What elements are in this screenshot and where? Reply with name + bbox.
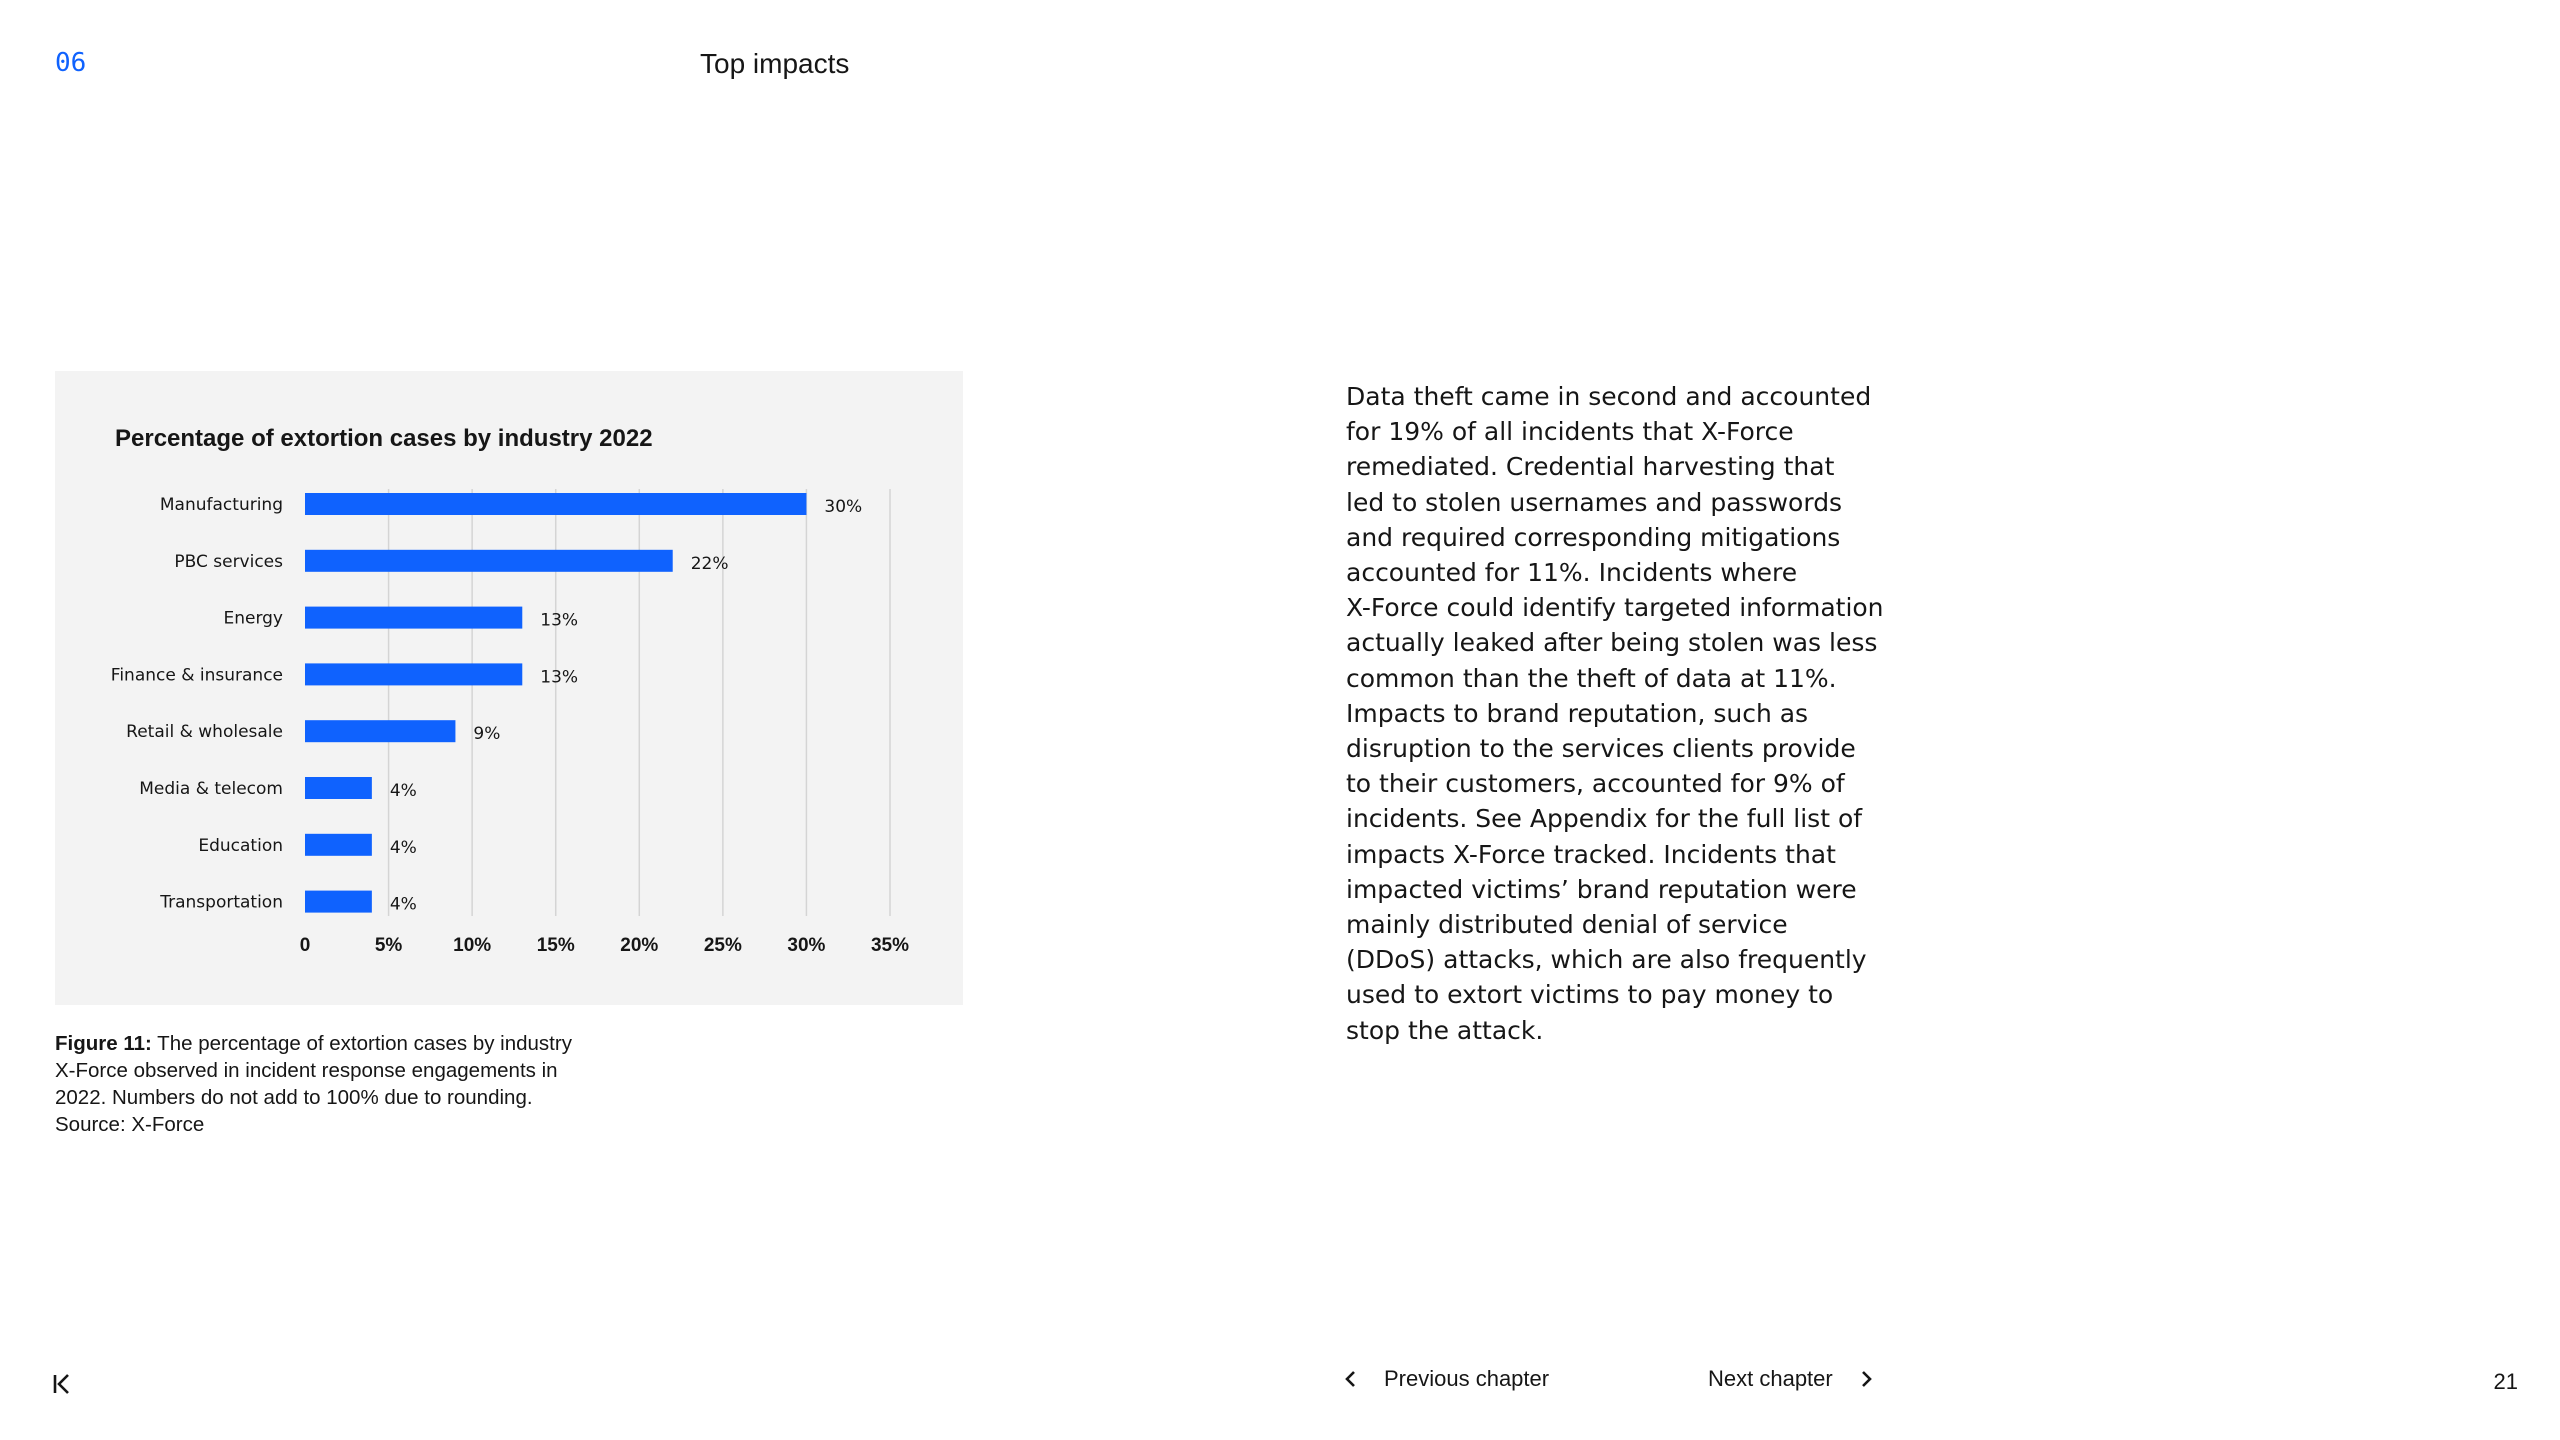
figure-caption [55, 1030, 595, 1138]
value-label: 13% [540, 610, 579, 631]
chapter-title: Top impacts [700, 48, 850, 79]
value-label: 30% [824, 497, 863, 517]
bar [305, 607, 522, 629]
body-paragraph: Data theft came in second and accounted for 19% of all incidents that X-Force remediated. Credential harvesting that led to stolen usernames and passwords and required corresponding mitigations accounted for 11%. Incidents where X-Force could identify targeted information actually leaked after being stolen was less common than the theft of data at 11%. Impacts to brand reputation, such as disruption to the services clients provide to their customers, accounted for 9% of incidents. See Appendix for the full list of impacts X-Force tracked. Incidents that impacted victims’ brand reputation were mainly distributed denial of service (DDoS) attacks, which are also frequently used to extort victims to pay money to stop the attack. [1346, 382, 1884, 1045]
value-label: 4% [389, 837, 417, 858]
x-tick-label: 20% [620, 935, 659, 956]
chart-title: Percentage of extortion cases by industry 2022 [115, 425, 653, 452]
figure-caption-text: The percentage of extortion cases by industry X-Force observed in incident response engagements in 2022. Numbers do not add to 100% due to rounding. Source: X-Force [55, 1032, 572, 1136]
previous-chapter-label: Previous chapter [1384, 1366, 1550, 1391]
bar [305, 777, 372, 799]
chapter-number: 06 [55, 48, 87, 78]
category-label: Retail & wholesale [126, 722, 283, 743]
category-label: PBC services [174, 551, 283, 572]
bar [305, 720, 455, 742]
x-tick-label: 35% [870, 935, 910, 956]
category-label: Transportation [160, 892, 283, 913]
figure-caption-label: Figure 11: [55, 1032, 152, 1055]
x-tick-label: 0 [299, 935, 311, 956]
category-label: Manufacturing [159, 495, 283, 515]
value-label: 22% [690, 553, 729, 574]
x-tick-label: 30% [787, 935, 826, 956]
category-label: Finance & insurance [110, 665, 283, 686]
first-page-icon[interactable] [52, 1372, 72, 1396]
x-tick-label: 10% [453, 935, 492, 956]
x-tick-label: 25% [703, 935, 742, 956]
chevron-right-icon [1855, 1368, 1877, 1390]
category-label: Education [198, 835, 283, 856]
extortion-bar-chart [55, 371, 963, 1005]
value-label: 13% [540, 667, 579, 688]
bar [305, 493, 806, 515]
category-label: Media & telecom [139, 779, 283, 799]
x-tick-label: 15% [536, 935, 575, 956]
page-number: 21 [2493, 1369, 2518, 1394]
category-label: Energy [223, 608, 283, 629]
value-label: 4% [389, 894, 417, 915]
bar [305, 663, 522, 685]
value-label: 4% [389, 781, 417, 801]
next-chapter-button[interactable] [1708, 1366, 1877, 1392]
next-chapter-label: Next chapter [1708, 1366, 1833, 1391]
x-tick-label: 5% [374, 935, 403, 956]
previous-chapter-button[interactable] [1340, 1366, 1549, 1392]
chevron-left-icon [1340, 1368, 1362, 1390]
bar [305, 834, 372, 856]
chart-card [55, 371, 963, 1005]
bar [305, 550, 673, 572]
value-label: 9% [473, 724, 501, 745]
bar [305, 891, 372, 913]
